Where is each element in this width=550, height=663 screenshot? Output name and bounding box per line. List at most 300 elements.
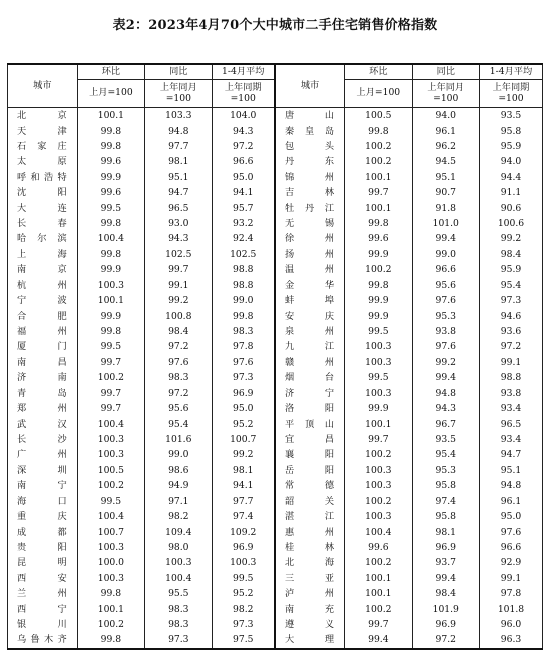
ytd-avg-value-cell: 97.7 bbox=[212, 494, 275, 509]
mom-value-cell: 100.3 bbox=[77, 540, 144, 555]
mom-value-cell: 99.9 bbox=[345, 247, 412, 262]
ytd-avg-value-cell: 95.0 bbox=[212, 401, 275, 416]
yoy-value-cell: 98.1 bbox=[145, 154, 212, 169]
city-name-cell: 扬 州 bbox=[275, 247, 345, 262]
city-name-cell: 无 锡 bbox=[275, 216, 345, 231]
city-name-cell: 乌鲁木齐 bbox=[8, 632, 78, 648]
yoy-value-cell: 96.6 bbox=[412, 262, 479, 277]
ytd-avg-value-cell: 95.9 bbox=[479, 262, 542, 277]
table-row bbox=[8, 308, 543, 323]
city-name-cell: 平顶山 bbox=[275, 416, 345, 431]
mom-value-cell: 100.1 bbox=[345, 201, 412, 216]
ytd-avg-value-cell: 97.5 bbox=[212, 632, 275, 648]
table-row bbox=[8, 293, 543, 308]
yoy-value-cell: 99.4 bbox=[412, 231, 479, 246]
city-name-cell: 上 海 bbox=[8, 247, 78, 262]
mom-value-cell: 99.6 bbox=[77, 185, 144, 200]
ytd-avg-value-cell: 100.6 bbox=[479, 216, 542, 231]
mom-value-cell: 99.9 bbox=[345, 293, 412, 308]
ytd-avg-value-cell: 98.8 bbox=[212, 278, 275, 293]
city-name-cell: 青 岛 bbox=[8, 386, 78, 401]
ytd-avg-value-cell: 94.0 bbox=[479, 154, 542, 169]
city-name-cell: 广 州 bbox=[8, 447, 78, 462]
ytd-avg-value-cell: 99.2 bbox=[479, 231, 542, 246]
city-name-cell: 西 安 bbox=[8, 571, 78, 586]
table-row bbox=[8, 170, 543, 185]
ytd-avg-value-cell: 97.6 bbox=[479, 524, 542, 539]
mom-value-cell: 100.2 bbox=[345, 139, 412, 154]
city-name-cell: 宁 波 bbox=[8, 293, 78, 308]
city-name-cell: 银 川 bbox=[8, 617, 78, 632]
yoy-value-cell: 99.0 bbox=[145, 447, 212, 462]
city-name-cell: 赣 州 bbox=[275, 355, 345, 370]
mom-value-cell: 100.3 bbox=[77, 432, 144, 447]
ytd-avg-value-cell: 97.8 bbox=[479, 586, 542, 601]
city-name-cell: 宜 昌 bbox=[275, 432, 345, 447]
yoy-value-cell: 93.5 bbox=[412, 432, 479, 447]
mom-value-cell: 99.5 bbox=[77, 339, 144, 354]
yoy-value-cell: 95.1 bbox=[412, 170, 479, 185]
yoy-value-cell: 94.0 bbox=[412, 108, 479, 124]
table-row bbox=[8, 463, 543, 478]
yoy-value-cell: 95.8 bbox=[412, 509, 479, 524]
mom-value-cell: 99.4 bbox=[345, 632, 412, 648]
mom-value-cell: 99.7 bbox=[345, 432, 412, 447]
ytd-avg-value-cell: 99.1 bbox=[479, 571, 542, 586]
table-row bbox=[8, 231, 543, 246]
ytd-avg-value-cell: 109.2 bbox=[212, 524, 275, 539]
table-body bbox=[8, 108, 543, 649]
ytd-avg-value-cell: 97.2 bbox=[479, 339, 542, 354]
city-name-cell: 长 春 bbox=[8, 216, 78, 231]
city-name-cell: 唐 山 bbox=[275, 108, 345, 124]
table-row bbox=[8, 185, 543, 200]
yoy-value-cell: 100.3 bbox=[145, 555, 212, 570]
city-name-cell: 包 头 bbox=[275, 139, 345, 154]
yoy-value-cell: 109.4 bbox=[145, 524, 212, 539]
yoy-value-cell: 99.4 bbox=[412, 370, 479, 385]
yoy-value-cell: 98.6 bbox=[145, 463, 212, 478]
yoy-value-cell: 97.1 bbox=[145, 494, 212, 509]
table-row bbox=[8, 524, 543, 539]
yoy-value-cell: 95.6 bbox=[412, 278, 479, 293]
mom-value-cell: 100.3 bbox=[345, 339, 412, 354]
mom-value-cell: 100.1 bbox=[345, 586, 412, 601]
ytd-avg-value-cell: 90.6 bbox=[479, 201, 542, 216]
yoy-value-cell: 97.2 bbox=[412, 632, 479, 648]
ytd-avg-value-cell: 95.0 bbox=[479, 509, 542, 524]
yoy-value-cell: 98.3 bbox=[145, 602, 212, 617]
mom-value-cell: 99.7 bbox=[77, 386, 144, 401]
mom-value-cell: 99.8 bbox=[345, 216, 412, 231]
mom-value-cell: 99.8 bbox=[77, 586, 144, 601]
mom-value-cell: 100.4 bbox=[77, 509, 144, 524]
table-row bbox=[8, 509, 543, 524]
mom-value-cell: 100.2 bbox=[345, 447, 412, 462]
yoy-value-cell: 99.1 bbox=[145, 278, 212, 293]
table-row bbox=[8, 416, 543, 431]
table-row bbox=[8, 555, 543, 570]
ytd-avg-value-cell: 98.8 bbox=[212, 262, 275, 277]
mom-value-cell: 99.8 bbox=[77, 632, 144, 648]
mom-value-cell: 100.1 bbox=[345, 571, 412, 586]
ytd-avg-value-cell: 98.2 bbox=[212, 602, 275, 617]
mom-value-cell: 99.8 bbox=[77, 324, 144, 339]
yoy-value-cell: 100.4 bbox=[145, 571, 212, 586]
city-name-cell: 安 庆 bbox=[275, 308, 345, 323]
city-name-cell: 北 海 bbox=[275, 555, 345, 570]
city-name-cell: 济 宁 bbox=[275, 386, 345, 401]
ytd-avg-value-cell: 96.5 bbox=[479, 416, 542, 431]
mom-value-cell: 100.2 bbox=[345, 602, 412, 617]
ytd-avg-value-cell: 98.1 bbox=[212, 463, 275, 478]
ytd-avg-value-cell: 96.9 bbox=[212, 540, 275, 555]
table-row bbox=[8, 386, 543, 401]
ytd-avg-value-cell: 95.0 bbox=[212, 170, 275, 185]
ytd-avg-value-cell: 94.6 bbox=[479, 308, 542, 323]
mom-value-cell: 99.8 bbox=[345, 123, 412, 138]
yoy-value-cell: 93.0 bbox=[145, 216, 212, 231]
mom-value-cell: 99.5 bbox=[345, 324, 412, 339]
city-name-cell: 温 州 bbox=[275, 262, 345, 277]
yoy-value-cell: 101.9 bbox=[412, 602, 479, 617]
yoy-value-cell: 94.8 bbox=[412, 386, 479, 401]
ytd-avg-value-cell: 93.4 bbox=[479, 432, 542, 447]
city-name-cell: 金 华 bbox=[275, 278, 345, 293]
mom-value-cell: 99.5 bbox=[77, 494, 144, 509]
city-name-cell: 昆 明 bbox=[8, 555, 78, 570]
yoy-value-cell: 98.0 bbox=[145, 540, 212, 555]
mom-value-cell: 100.3 bbox=[345, 463, 412, 478]
mom-value-cell: 100.2 bbox=[345, 494, 412, 509]
mom-value-cell: 100.0 bbox=[77, 555, 144, 570]
table-row bbox=[8, 247, 543, 262]
mom-base-header: 上月=100 bbox=[77, 80, 144, 108]
mom-value-cell: 100.7 bbox=[77, 524, 144, 539]
ytd-avg-value-cell: 92.9 bbox=[479, 555, 542, 570]
ytd-avg-value-cell: 95.7 bbox=[212, 201, 275, 216]
ytd-avg-value-cell: 94.1 bbox=[212, 185, 275, 200]
ytd-avg-value-cell: 100.7 bbox=[212, 432, 275, 447]
table-row bbox=[8, 201, 543, 216]
table-row bbox=[8, 586, 543, 601]
city-name-cell: 福 州 bbox=[8, 324, 78, 339]
city-name-cell: 惠 州 bbox=[275, 524, 345, 539]
mom-value-cell: 100.2 bbox=[345, 262, 412, 277]
ytd-avg-value-cell: 91.1 bbox=[479, 185, 542, 200]
table-row bbox=[8, 154, 543, 169]
city-name-cell: 石家庄 bbox=[8, 139, 78, 154]
mom-value-cell: 99.9 bbox=[77, 170, 144, 185]
ytd-avg-value-cell: 99.0 bbox=[212, 293, 275, 308]
mom-value-cell: 99.7 bbox=[345, 617, 412, 632]
city-name-cell: 沈 阳 bbox=[8, 185, 78, 200]
mom-value-cell: 100.5 bbox=[345, 108, 412, 124]
city-name-cell: 蚌 埠 bbox=[275, 293, 345, 308]
mom-value-cell: 99.8 bbox=[345, 278, 412, 293]
city-column-header: 城市 bbox=[8, 64, 78, 108]
mom-value-cell: 99.6 bbox=[77, 154, 144, 169]
yoy-value-cell: 99.4 bbox=[412, 571, 479, 586]
table-row bbox=[8, 540, 543, 555]
ytd-avg-value-cell: 96.6 bbox=[212, 154, 275, 169]
yoy-value-cell: 96.9 bbox=[412, 617, 479, 632]
yoy-value-cell: 97.6 bbox=[145, 355, 212, 370]
ytd-avg-value-cell: 95.1 bbox=[479, 463, 542, 478]
yoy-value-cell: 95.4 bbox=[145, 416, 212, 431]
mom-value-cell: 99.8 bbox=[77, 123, 144, 138]
yoy-value-cell: 100.8 bbox=[145, 308, 212, 323]
mom-value-cell: 99.5 bbox=[345, 370, 412, 385]
ytd-avg-value-cell: 96.3 bbox=[479, 632, 542, 648]
ytd-avg-value-cell: 98.3 bbox=[212, 324, 275, 339]
mom-value-cell: 100.2 bbox=[345, 555, 412, 570]
ytd-avg-value-cell: 97.6 bbox=[212, 355, 275, 370]
yoy-value-cell: 90.7 bbox=[412, 185, 479, 200]
city-name-cell: 合 肥 bbox=[8, 308, 78, 323]
city-name-cell: 泸 州 bbox=[275, 586, 345, 601]
yoy-base-header: 上年同月 =100 bbox=[145, 80, 212, 108]
mom-value-cell: 100.1 bbox=[345, 416, 412, 431]
table-row bbox=[8, 108, 543, 124]
yoy-value-cell: 99.0 bbox=[412, 247, 479, 262]
yoy-base-header: 上年同月 =100 bbox=[412, 80, 479, 108]
mom-value-cell: 99.7 bbox=[77, 401, 144, 416]
table-row bbox=[8, 617, 543, 632]
yoy-value-cell: 97.2 bbox=[145, 386, 212, 401]
city-name-cell: 洛 阳 bbox=[275, 401, 345, 416]
yoy-value-cell: 97.7 bbox=[145, 139, 212, 154]
yoy-value-cell: 101.0 bbox=[412, 216, 479, 231]
city-name-cell: 桂 林 bbox=[275, 540, 345, 555]
mom-header: 环比 bbox=[345, 64, 412, 80]
table-row bbox=[8, 216, 543, 231]
ytd-avg-value-cell: 94.3 bbox=[212, 123, 275, 138]
city-name-cell: 天 津 bbox=[8, 123, 78, 138]
ytd-avg-value-cell: 96.6 bbox=[479, 540, 542, 555]
yoy-value-cell: 95.5 bbox=[145, 586, 212, 601]
table-row bbox=[8, 339, 543, 354]
ytd-avg-value-cell: 97.3 bbox=[479, 293, 542, 308]
table-row bbox=[8, 478, 543, 493]
yoy-value-cell: 98.4 bbox=[412, 586, 479, 601]
yoy-value-cell: 96.1 bbox=[412, 123, 479, 138]
document-title: 表2：2023年4月70个大中城市二手住宅销售价格指数 bbox=[112, 18, 438, 33]
city-name-cell: 秦皇岛 bbox=[275, 123, 345, 138]
city-name-cell: 北 京 bbox=[8, 108, 78, 124]
ytd-avg-value-cell: 93.5 bbox=[479, 108, 542, 124]
city-name-cell: 湛 江 bbox=[275, 509, 345, 524]
ytd-avg-value-cell: 96.0 bbox=[479, 617, 542, 632]
yoy-value-cell: 103.3 bbox=[145, 108, 212, 124]
city-name-cell: 牡丹江 bbox=[275, 201, 345, 216]
yoy-value-cell: 95.4 bbox=[412, 447, 479, 462]
city-name-cell: 哈尔滨 bbox=[8, 231, 78, 246]
table-row bbox=[8, 139, 543, 154]
city-name-cell: 深 圳 bbox=[8, 463, 78, 478]
mom-value-cell: 100.1 bbox=[77, 602, 144, 617]
mom-value-cell: 99.8 bbox=[77, 139, 144, 154]
ytd-avg-value-cell: 96.1 bbox=[479, 494, 542, 509]
city-name-cell: 三 亚 bbox=[275, 571, 345, 586]
ytd-avg-value-cell: 93.8 bbox=[479, 386, 542, 401]
ytd-avg-value-cell: 93.2 bbox=[212, 216, 275, 231]
city-name-cell: 厦 门 bbox=[8, 339, 78, 354]
ytd-avg-value-cell: 94.4 bbox=[479, 170, 542, 185]
mom-value-cell: 100.3 bbox=[77, 447, 144, 462]
yoy-value-cell: 94.7 bbox=[145, 185, 212, 200]
mom-value-cell: 100.3 bbox=[345, 509, 412, 524]
ytd-avg-value-cell: 93.6 bbox=[479, 324, 542, 339]
ytd-avg-value-cell: 95.2 bbox=[212, 586, 275, 601]
yoy-value-cell: 95.3 bbox=[412, 308, 479, 323]
ytd-avg-value-cell: 97.3 bbox=[212, 370, 275, 385]
city-name-cell: 岳 阳 bbox=[275, 463, 345, 478]
ytd-avg-value-cell: 94.1 bbox=[212, 478, 275, 493]
yoy-value-cell: 102.5 bbox=[145, 247, 212, 262]
mom-value-cell: 100.3 bbox=[77, 278, 144, 293]
table-row bbox=[8, 401, 543, 416]
city-name-cell: 贵 阳 bbox=[8, 540, 78, 555]
mom-value-cell: 100.1 bbox=[77, 293, 144, 308]
mom-value-cell: 99.8 bbox=[77, 247, 144, 262]
ytd-avg-value-cell: 96.9 bbox=[212, 386, 275, 401]
ytd-avg-value-cell: 97.8 bbox=[212, 339, 275, 354]
header-row-groups bbox=[8, 64, 543, 80]
ytd-avg-value-cell: 98.8 bbox=[479, 370, 542, 385]
ytd-avg-value-cell: 97.4 bbox=[212, 509, 275, 524]
yoy-value-cell: 99.2 bbox=[145, 293, 212, 308]
ytd-avg-value-cell: 94.8 bbox=[479, 478, 542, 493]
city-name-cell: 长 沙 bbox=[8, 432, 78, 447]
ytd-avg-value-cell: 99.8 bbox=[212, 308, 275, 323]
mom-value-cell: 100.4 bbox=[345, 524, 412, 539]
yoy-value-cell: 91.8 bbox=[412, 201, 479, 216]
city-name-cell: 呼和浩特 bbox=[8, 170, 78, 185]
ytd-avg-value-cell: 97.2 bbox=[212, 139, 275, 154]
table-row bbox=[8, 571, 543, 586]
ytd-avg-header: 1-4月平均 bbox=[479, 64, 542, 80]
yoy-value-cell: 95.6 bbox=[145, 401, 212, 416]
mom-value-cell: 100.3 bbox=[77, 571, 144, 586]
mom-value-cell: 100.2 bbox=[77, 478, 144, 493]
table-row bbox=[8, 324, 543, 339]
city-name-cell: 南 京 bbox=[8, 262, 78, 277]
mom-value-cell: 99.9 bbox=[77, 308, 144, 323]
ytd-avg-value-cell: 104.0 bbox=[212, 108, 275, 124]
yoy-value-cell: 94.3 bbox=[145, 231, 212, 246]
yoy-value-cell: 98.3 bbox=[145, 370, 212, 385]
yoy-value-cell: 95.1 bbox=[145, 170, 212, 185]
city-name-cell: 成 都 bbox=[8, 524, 78, 539]
table-row bbox=[8, 494, 543, 509]
mom-value-cell: 99.6 bbox=[345, 540, 412, 555]
ytd-avg-value-cell: 101.8 bbox=[479, 602, 542, 617]
yoy-value-cell: 95.8 bbox=[412, 478, 479, 493]
yoy-value-cell: 98.3 bbox=[145, 617, 212, 632]
city-name-cell: 大 理 bbox=[275, 632, 345, 648]
mom-header: 环比 bbox=[77, 64, 144, 80]
ytd-avg-value-cell: 100.3 bbox=[212, 555, 275, 570]
yoy-value-cell: 97.6 bbox=[412, 339, 479, 354]
ytd-base-header: 上年同期 =100 bbox=[212, 80, 275, 108]
ytd-avg-value-cell: 92.4 bbox=[212, 231, 275, 246]
city-name-cell: 韶 关 bbox=[275, 494, 345, 509]
mom-value-cell: 99.7 bbox=[345, 185, 412, 200]
ytd-avg-value-cell: 99.1 bbox=[479, 355, 542, 370]
mom-value-cell: 99.9 bbox=[345, 308, 412, 323]
city-name-cell: 太 原 bbox=[8, 154, 78, 169]
yoy-value-cell: 94.5 bbox=[412, 154, 479, 169]
mom-value-cell: 99.9 bbox=[345, 401, 412, 416]
city-name-cell: 遵 义 bbox=[275, 617, 345, 632]
ytd-avg-value-cell: 93.4 bbox=[479, 401, 542, 416]
table-row bbox=[8, 123, 543, 138]
mom-value-cell: 99.7 bbox=[77, 355, 144, 370]
yoy-value-cell: 96.2 bbox=[412, 139, 479, 154]
table-row bbox=[8, 447, 543, 462]
yoy-header: 同比 bbox=[412, 64, 479, 80]
city-name-cell: 重 庆 bbox=[8, 509, 78, 524]
yoy-value-cell: 101.6 bbox=[145, 432, 212, 447]
mom-value-cell: 99.9 bbox=[77, 262, 144, 277]
mom-value-cell: 100.2 bbox=[77, 370, 144, 385]
table-row bbox=[8, 432, 543, 447]
city-name-cell: 九 江 bbox=[275, 339, 345, 354]
mom-value-cell: 100.2 bbox=[77, 617, 144, 632]
city-name-cell: 襄 阳 bbox=[275, 447, 345, 462]
yoy-value-cell: 99.2 bbox=[412, 355, 479, 370]
yoy-value-cell: 96.5 bbox=[145, 201, 212, 216]
city-name-cell: 海 口 bbox=[8, 494, 78, 509]
ytd-avg-value-cell: 102.5 bbox=[212, 247, 275, 262]
mom-value-cell: 100.1 bbox=[345, 170, 412, 185]
city-name-cell: 烟 台 bbox=[275, 370, 345, 385]
yoy-value-cell: 96.7 bbox=[412, 416, 479, 431]
city-name-cell: 吉 林 bbox=[275, 185, 345, 200]
city-column-header: 城市 bbox=[275, 64, 345, 108]
table-row bbox=[8, 278, 543, 293]
city-name-cell: 济 南 bbox=[8, 370, 78, 385]
mom-value-cell: 100.4 bbox=[77, 416, 144, 431]
yoy-value-cell: 93.8 bbox=[412, 324, 479, 339]
city-name-cell: 杭 州 bbox=[8, 278, 78, 293]
yoy-value-cell: 94.8 bbox=[145, 123, 212, 138]
table-row bbox=[8, 370, 543, 385]
ytd-avg-value-cell: 95.2 bbox=[212, 416, 275, 431]
yoy-value-cell: 99.7 bbox=[145, 262, 212, 277]
mom-value-cell: 99.6 bbox=[345, 231, 412, 246]
mom-value-cell: 100.5 bbox=[77, 463, 144, 478]
city-name-cell: 泉 州 bbox=[275, 324, 345, 339]
mom-value-cell: 99.5 bbox=[77, 201, 144, 216]
city-name-cell: 兰 州 bbox=[8, 586, 78, 601]
mom-value-cell: 100.3 bbox=[345, 478, 412, 493]
yoy-value-cell: 94.3 bbox=[412, 401, 479, 416]
yoy-value-cell: 96.9 bbox=[412, 540, 479, 555]
city-name-cell: 锦 州 bbox=[275, 170, 345, 185]
city-name-cell: 南 宁 bbox=[8, 478, 78, 493]
ytd-avg-value-cell: 95.4 bbox=[479, 278, 542, 293]
price-index-table bbox=[7, 63, 543, 650]
yoy-value-cell: 93.7 bbox=[412, 555, 479, 570]
city-name-cell: 南 昌 bbox=[8, 355, 78, 370]
ytd-avg-value-cell: 99.5 bbox=[212, 571, 275, 586]
mom-value-cell: 99.8 bbox=[77, 216, 144, 231]
city-name-cell: 武 汉 bbox=[8, 416, 78, 431]
table-row bbox=[8, 355, 543, 370]
yoy-value-cell: 98.1 bbox=[412, 524, 479, 539]
